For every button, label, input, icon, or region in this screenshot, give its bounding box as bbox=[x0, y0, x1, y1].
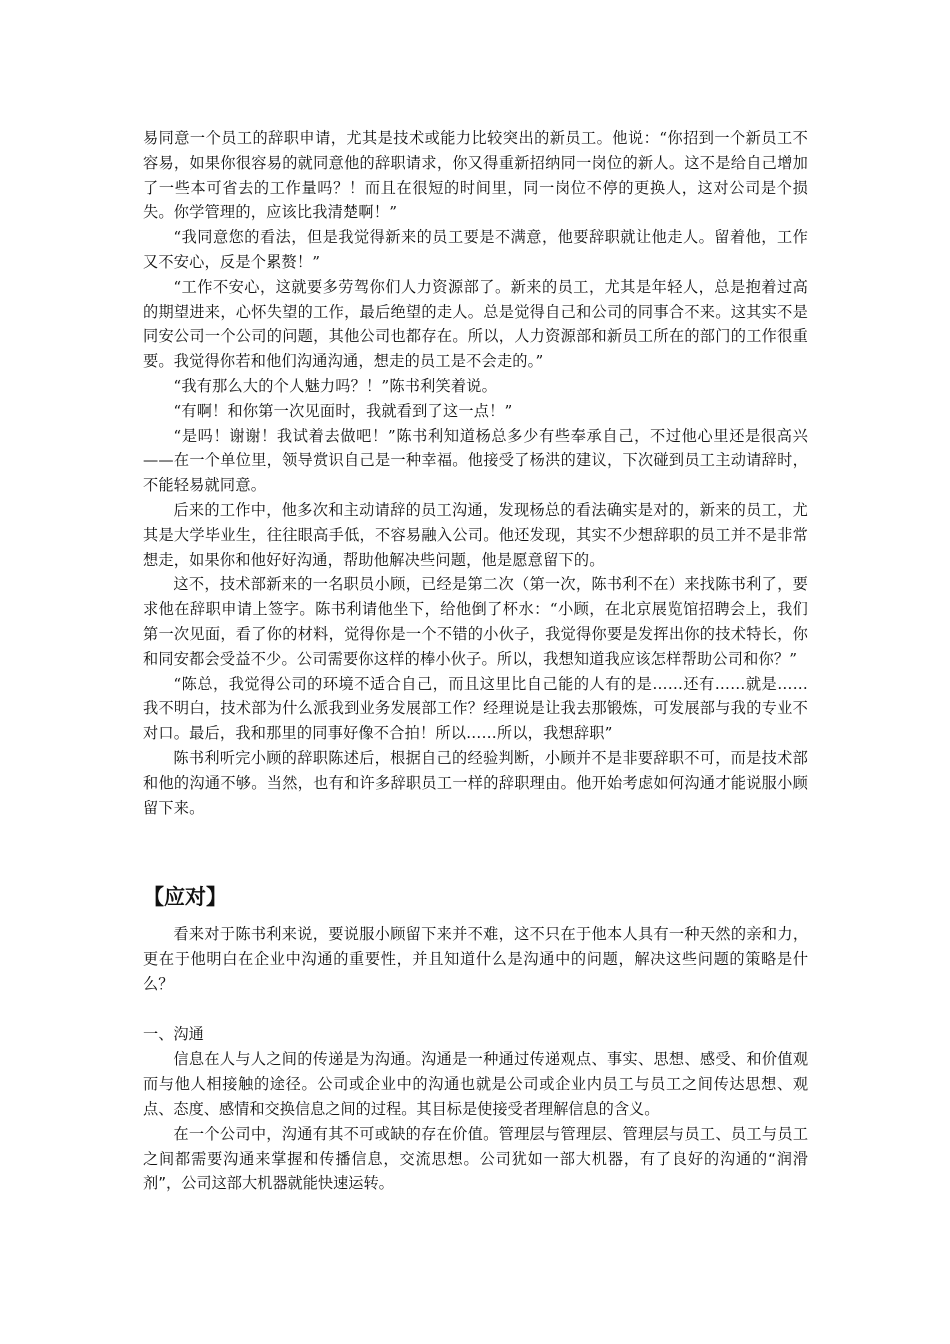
story-paragraph: “我有那么大的个人魅力吗？！”陈书利笑着说。 bbox=[173, 376, 498, 395]
story-paragraph: “工作不安心，这就要多劳驾你们人力资源部了。新来的员工，尤其是年轻人，总是抱着过高的期望进来，心怀失望的工作，最后绝望的走人。总是觉得自己和公司的同事合不来。这其实不是同安公司一个公司的问题，其他公司也都存在。所以，人力资源部和新员工所在的部门的工作很重要。我觉得你若和他们沟通沟通，想走的员工是不会走的。” bbox=[143, 277, 808, 371]
story-paragraph: “陈总，我觉得公司的环境不适合自己，而且这里比自己能的人有的是……还有……就是……我不明白，技术部为什么派我到业务发展部工作？经理说是让我去那锻炼，可发展部与我的专业不对口。最后，我和那里的同事好像不合拍！所以……所以，我想辞职” bbox=[143, 674, 808, 743]
story-paragraph: “我同意您的看法，但是我觉得新来的员工要是不满意，他要辞职就让他走人。留着他，工作又不安心，反是个累赘！” bbox=[143, 228, 808, 271]
story-paragraph: 后来的工作中，他多次和主动请辞的员工沟通，发现杨总的看法确实是对的，新来的员工，尤其是大学毕业生，往往眼高手低，不容易融入公司。他还发现，其实不少想辞职的员工并不是非常想走，如果你和他好好沟通，帮助他解决些问题，他是愿意留下的。 bbox=[143, 500, 808, 569]
subsection-paragraph: 信息在人与人之间的传递是为沟通。沟通是一种通过传递观点、事实、思想、感受、和价值观而与他人相接触的途径。公司或企业中的沟通也就是公司或企业内员工与员工之间传达思想、观点、态度、感情和交换信息之间的过程。其目标是使接受者理解信息的含义。 bbox=[143, 1049, 808, 1118]
story-paragraph: “有啊！和你第一次见面时，我就看到了这一点！” bbox=[173, 401, 513, 420]
story-text bbox=[143, 126, 808, 820]
story-paragraph: 陈书利听完小顾的辞职陈述后，根据自己的经验判断，小顾并不是非要辞职不可，而是技术部和他的沟通不够。当然，也有和许多辞职员工一样的辞职理由。他开始考虑如何沟通才能说服小顾留下来。 bbox=[143, 748, 808, 817]
subsection bbox=[143, 1022, 808, 1196]
response-paragraph: 看来对于陈书利来说，要说服小顾留下来并不难，这不只在于他本人具有一种天然的亲和力，更在于他明白在企业中沟通的重要性，并且知道什么是沟通中的问题，解决这些问题的策略是什么？ bbox=[143, 925, 808, 993]
subsection-paragraph: 在一个公司中，沟通有其不可或缺的存在价值。管理层与管理层、管理层与员工、员工与员工之间都需要沟通来掌握和传播信息，交流思想。公司犹如一部大机器，有了良好的沟通的“润滑剂”，公司这部大机器就能快速运转。 bbox=[143, 1124, 808, 1193]
story-paragraph: 这不，技术部新来的一名职员小顾，已经是第二次（第一次，陈书利不在）来找陈书利了，要求他在辞职申请上签字。陈书利请他坐下，给他倒了杯水：“小顾，在北京展览馆招聘会上，我们第一次见面，看了你的材料，觉得你是一个不错的小伙子，我觉得你要是发挥出你的技术特长，你和同安都会受益不少。公司需要你这样的棒小伙子。所以，我想知道我应该怎样帮助公司和你？” bbox=[143, 575, 808, 668]
response-text bbox=[143, 922, 808, 997]
story-paragraph: “是吗！谢谢！我试着去做吧！”陈书利知道杨总多少有些奉承自己，不过他心里还是很高兴——在一个单位里，领导赏识自己是一种幸福。他接受了杨洪的建议，下次碰到员工主动请辞时，不能轻易就同意。 bbox=[143, 426, 808, 495]
subsection-title: 一、沟通 bbox=[143, 1025, 204, 1043]
section-heading: 【应对】 bbox=[143, 885, 227, 909]
story-paragraph: 易同意一个员工的辞职申请，尤其是技术或能力比较突出的新员工。他说：“你招到一个新员工不容易，如果你很容易的就同意他的辞职请求，你又得重新招纳同一岗位的新人。这不是给自己增加了一些本可省去的工作量吗？！而且在很短的时间里，同一岗位不停的更换人，这对公司是个损失。你学管理的，应该比我清楚啊！” bbox=[143, 129, 808, 222]
